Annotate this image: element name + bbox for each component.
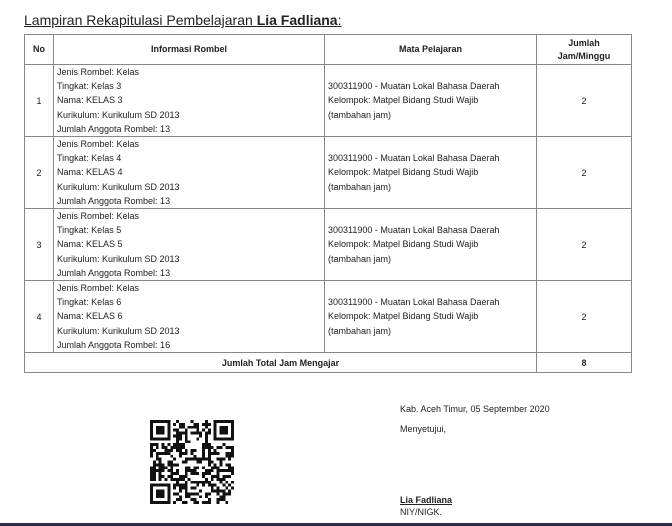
info-line: Tingkat: Kelas 5 xyxy=(57,225,122,236)
table-row xyxy=(25,281,632,353)
row-info xyxy=(54,137,325,209)
row-no: 2 xyxy=(25,137,54,209)
info-line: Jenis Rombel: Kelas xyxy=(57,139,140,150)
info-line: Tingkat: Kelas 6 xyxy=(57,297,122,308)
total-value: 8 xyxy=(537,353,632,373)
header-no: No xyxy=(25,35,54,65)
mapel-line: Kelompok: Matpel Bidang Studi Wajib xyxy=(328,95,479,106)
mapel-line: 300311900 - Muatan Lokal Bahasa Daerah xyxy=(328,225,500,236)
info-line: Tingkat: Kelas 4 xyxy=(57,153,122,164)
info-line: Nama: KELAS 6 xyxy=(57,311,123,322)
row-mapel xyxy=(325,281,537,353)
table-row xyxy=(25,137,632,209)
title-suffix: : xyxy=(337,12,342,28)
total-label: Jumlah Total Jam Mengajar xyxy=(25,353,537,373)
row-info xyxy=(54,209,325,281)
row-mapel xyxy=(325,65,537,137)
mapel-line: (tambahan jam) xyxy=(328,181,392,192)
row-no: 1 xyxy=(25,65,54,137)
signer-name: Lia Fadliana xyxy=(400,495,453,505)
header-mapel: Mata Pelajaran xyxy=(325,35,537,65)
qr-code-icon xyxy=(150,420,234,504)
table-row xyxy=(25,65,632,137)
header-jam xyxy=(537,35,632,65)
row-mapel xyxy=(325,209,537,281)
rekap-table xyxy=(24,34,632,373)
mapel-line: 300311900 - Muatan Lokal Bahasa Daerah xyxy=(328,81,500,92)
signer-id-label: NIY/NIGK. xyxy=(400,507,443,517)
row-jam: 2 xyxy=(537,281,632,353)
info-line: Nama: KELAS 3 xyxy=(57,95,123,106)
row-jam: 2 xyxy=(537,209,632,281)
total-row xyxy=(25,353,632,373)
mapel-line: Kelompok: Matpel Bidang Studi Wajib xyxy=(328,167,479,178)
header-jam-line1: Jumlah xyxy=(568,37,600,48)
row-mapel xyxy=(325,137,537,209)
info-line: Jumlah Anggota Rombel: 13 xyxy=(57,267,171,278)
row-jam: 2 xyxy=(537,65,632,137)
info-line: Kurikulum: Kurikulum SD 2013 xyxy=(57,109,180,120)
info-line: Jenis Rombel: Kelas xyxy=(57,283,140,294)
header-info: Informasi Rombel xyxy=(54,35,325,65)
row-no: 4 xyxy=(25,281,54,353)
place-date: Kab. Aceh Timur, 05 September 2020 xyxy=(400,404,550,414)
document-title xyxy=(24,12,342,28)
table-row xyxy=(25,209,632,281)
header-jam-line2: Jam/Minggu xyxy=(557,50,611,61)
title-prefix: Lampiran Rekapitulasi Pembelajaran xyxy=(24,12,257,28)
mapel-line: (tambahan jam) xyxy=(328,253,392,264)
mapel-line: 300311900 - Muatan Lokal Bahasa Daerah xyxy=(328,297,500,308)
info-line: Kurikulum: Kurikulum SD 2013 xyxy=(57,253,180,264)
mapel-line: Kelompok: Matpel Bidang Studi Wajib xyxy=(328,311,479,322)
info-line: Jumlah Anggota Rombel: 16 xyxy=(57,339,171,350)
info-line: Jumlah Anggota Rombel: 13 xyxy=(57,195,171,206)
table-header-row xyxy=(25,35,632,65)
title-teacher-name: Lia Fadliana xyxy=(256,12,338,28)
mapel-line: 300311900 - Muatan Lokal Bahasa Daerah xyxy=(328,153,500,164)
mapel-line: Kelompok: Matpel Bidang Studi Wajib xyxy=(328,239,479,250)
info-line: Kurikulum: Kurikulum SD 2013 xyxy=(57,325,180,336)
row-info xyxy=(54,281,325,353)
info-line: Jenis Rombel: Kelas xyxy=(57,211,140,222)
row-jam: 2 xyxy=(537,137,632,209)
mapel-line: (tambahan jam) xyxy=(328,109,392,120)
row-info xyxy=(54,65,325,137)
info-line: Jumlah Anggota Rombel: 13 xyxy=(57,123,171,134)
approval-label: Menyetujui, xyxy=(400,424,447,434)
signature-block xyxy=(400,404,550,519)
info-line: Nama: KELAS 5 xyxy=(57,239,123,250)
info-line: Tingkat: Kelas 3 xyxy=(57,81,122,92)
info-line: Jenis Rombel: Kelas xyxy=(57,67,140,77)
info-line: Kurikulum: Kurikulum SD 2013 xyxy=(57,181,180,192)
row-no: 3 xyxy=(25,209,54,281)
info-line: Nama: KELAS 4 xyxy=(57,167,123,178)
mapel-line: (tambahan jam) xyxy=(328,325,392,336)
